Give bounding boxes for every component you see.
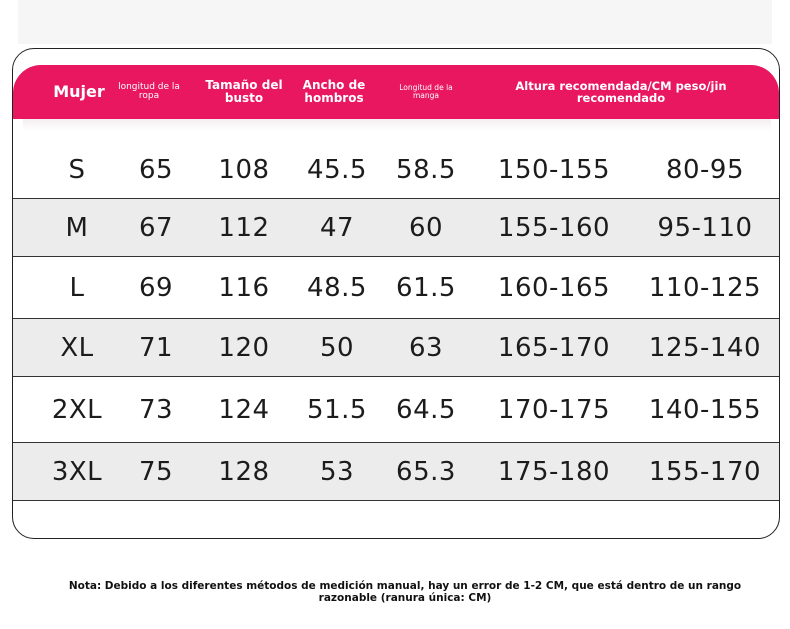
header-ancho-hombros: Ancho de hombros	[302, 78, 366, 105]
header-tamano-busto: Tamaño del busto	[205, 78, 283, 105]
cell-longitud: 75	[138, 456, 174, 487]
cell-hombros: 53	[319, 456, 355, 487]
cell-hombros: 45.5	[307, 154, 367, 185]
cell-peso: 155-170	[648, 456, 762, 487]
cell-hombros: 48.5	[307, 272, 367, 303]
cell-manga: 64.5	[396, 394, 456, 425]
header-longitud-manga: Longitud de la manga	[399, 83, 453, 100]
cell-longitud: 67	[138, 212, 174, 243]
cell-longitud: 71	[138, 332, 174, 363]
header-mujer: Mujer	[53, 81, 105, 101]
table-row	[13, 199, 779, 257]
cell-peso: 140-155	[648, 394, 762, 425]
cell-peso: 125-140	[648, 332, 762, 363]
cell-altura: 165-170	[497, 332, 611, 363]
cell-peso: 110-125	[648, 272, 762, 303]
cell-altura: 150-155	[497, 154, 611, 185]
table-row	[13, 319, 779, 377]
measurement-note: Nota: Debido a los diferentes métodos de medición manual, hay un error de 1-2 CM, que está dentro de un rango razonable (ranura única: CM)	[68, 580, 742, 604]
cell-busto: 116	[218, 272, 270, 303]
header-altura-peso: Altura recomendada/CM peso/jin recomendado	[515, 78, 727, 105]
cell-manga: 65.3	[396, 456, 456, 487]
cell-altura: 175-180	[497, 456, 611, 487]
cell-busto: 120	[218, 332, 270, 363]
cell-busto: 124	[218, 394, 270, 425]
cell-busto: 128	[218, 456, 270, 487]
cell-peso: 95-110	[657, 212, 753, 243]
top-band	[18, 0, 772, 44]
header-shadow	[23, 119, 771, 131]
table-row	[13, 141, 779, 199]
cell-hombros: 47	[319, 212, 355, 243]
table-header	[13, 65, 779, 119]
cell-altura: 155-160	[497, 212, 611, 243]
cell-altura: 160-165	[497, 272, 611, 303]
cell-longitud: 65	[138, 154, 174, 185]
cell-longitud: 69	[138, 272, 174, 303]
cell-longitud: 73	[138, 394, 174, 425]
cell-manga: 61.5	[396, 272, 456, 303]
table-row	[13, 257, 779, 319]
cell-size: L	[69, 272, 85, 303]
table-row	[13, 443, 779, 501]
cell-manga: 63	[408, 332, 444, 363]
cell-manga: 58.5	[396, 154, 456, 185]
table-row	[13, 377, 779, 443]
size-chart-card	[12, 48, 780, 539]
cell-size: S	[68, 154, 86, 185]
cell-size: M	[65, 212, 89, 243]
cell-manga: 60	[408, 212, 444, 243]
header-longitud-ropa: longitud de la ropa	[118, 81, 180, 101]
cell-busto: 108	[218, 154, 270, 185]
cell-size: 2XL	[51, 394, 103, 425]
cell-size: XL	[60, 332, 94, 363]
cell-altura: 170-175	[497, 394, 611, 425]
cell-size: 3XL	[51, 456, 103, 487]
cell-hombros: 50	[319, 332, 355, 363]
cell-peso: 80-95	[665, 154, 745, 185]
cell-hombros: 51.5	[307, 394, 367, 425]
cell-busto: 112	[218, 212, 270, 243]
